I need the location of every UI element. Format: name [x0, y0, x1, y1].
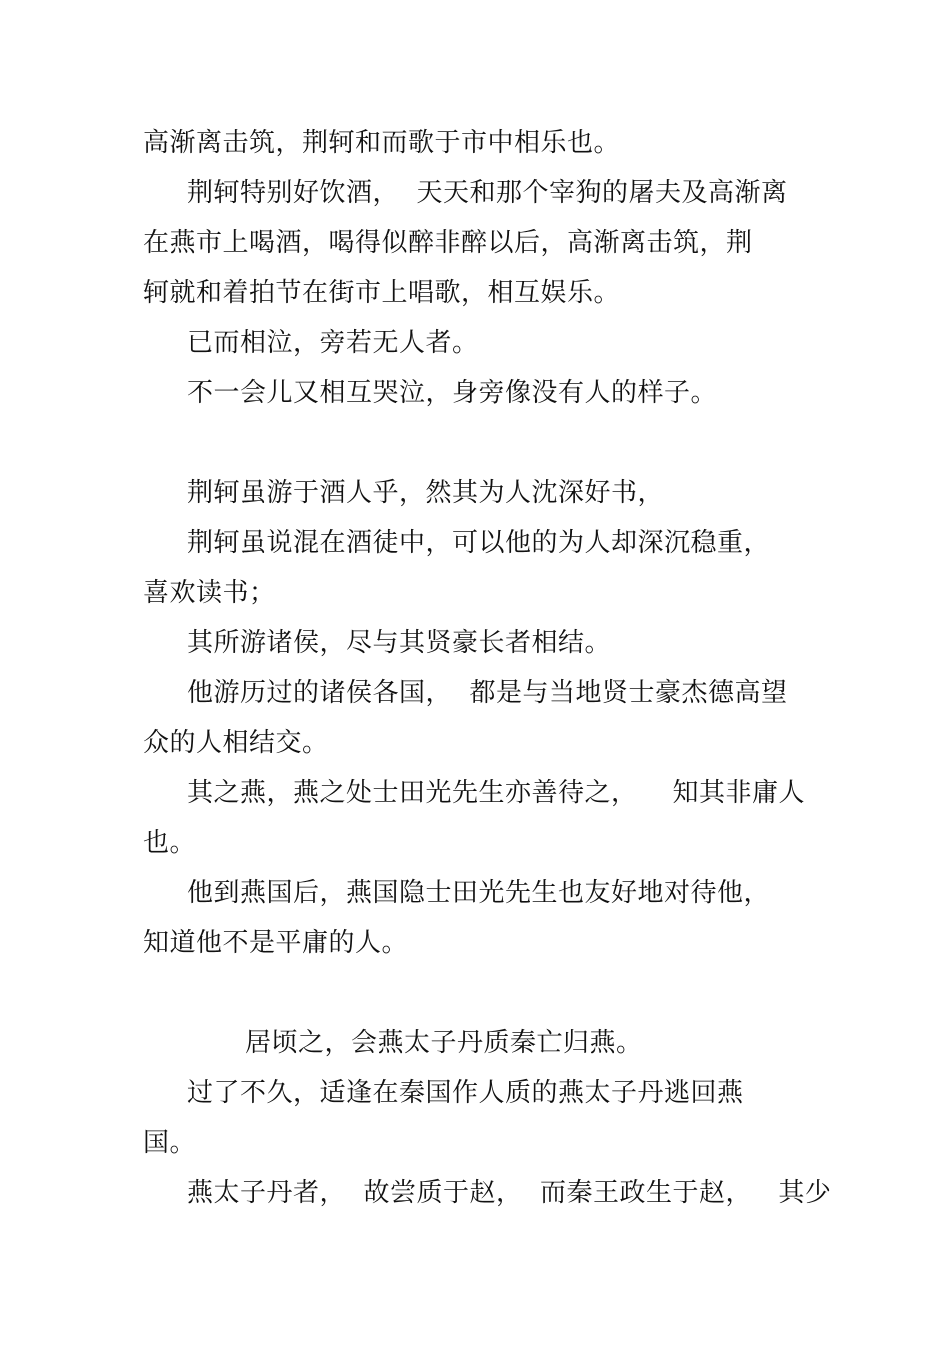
text-line: 高渐离击筑，荆轲和而歌于市中相乐也。 — [143, 128, 621, 158]
text-line: 知道他不是平庸的人。 — [143, 928, 409, 958]
text-line: 在燕市上喝酒，喝得似醉非醉以后，高渐离击筑，荆 — [143, 228, 753, 258]
text-line: 他到燕国后，燕国隐士田光先生也友好地对待他， — [187, 878, 771, 908]
text-line: 荆轲虽说混在酒徒中，可以他的为人却深沉稳重， — [187, 528, 771, 558]
text-line: 不一会儿又相互哭泣，身旁像没有人的样子。 — [187, 378, 718, 408]
text-line: 其之燕，燕之处士田光先生亦善待之， 知其非庸人 — [187, 778, 806, 808]
text-line: 燕太子丹者， 故尝质于赵， 而秦王政生于赵， 其少 — [187, 1178, 832, 1208]
text-line: 其所游诸侯，尽与其贤豪长者相结。 — [187, 628, 612, 658]
text-line: 已而相泣，旁若无人者。 — [187, 328, 479, 358]
text-line: 荆轲特别好饮酒， 天天和那个宰狗的屠夫及高渐离 — [187, 178, 788, 208]
text-line: 国。 — [143, 1128, 197, 1158]
text-line: 也。 — [143, 828, 197, 858]
text-line: 过了不久，适逢在秦国作人质的燕太子丹逃回燕 — [187, 1078, 744, 1108]
text-line: 轲就和着拍节在街市上唱歌，相互娱乐。 — [143, 278, 621, 308]
text-line: 众的人相结交。 — [143, 728, 329, 758]
text-line: 荆轲虽游于酒人乎，然其为人沈深好书， — [187, 478, 665, 508]
text-line: 居顷之，会燕太子丹质秦亡归燕。 — [245, 1028, 643, 1058]
text-line: 喜欢读书； — [143, 578, 276, 608]
text-line: 他游历过的诸侯各国， 都是与当地贤士豪杰德高望 — [187, 678, 788, 708]
